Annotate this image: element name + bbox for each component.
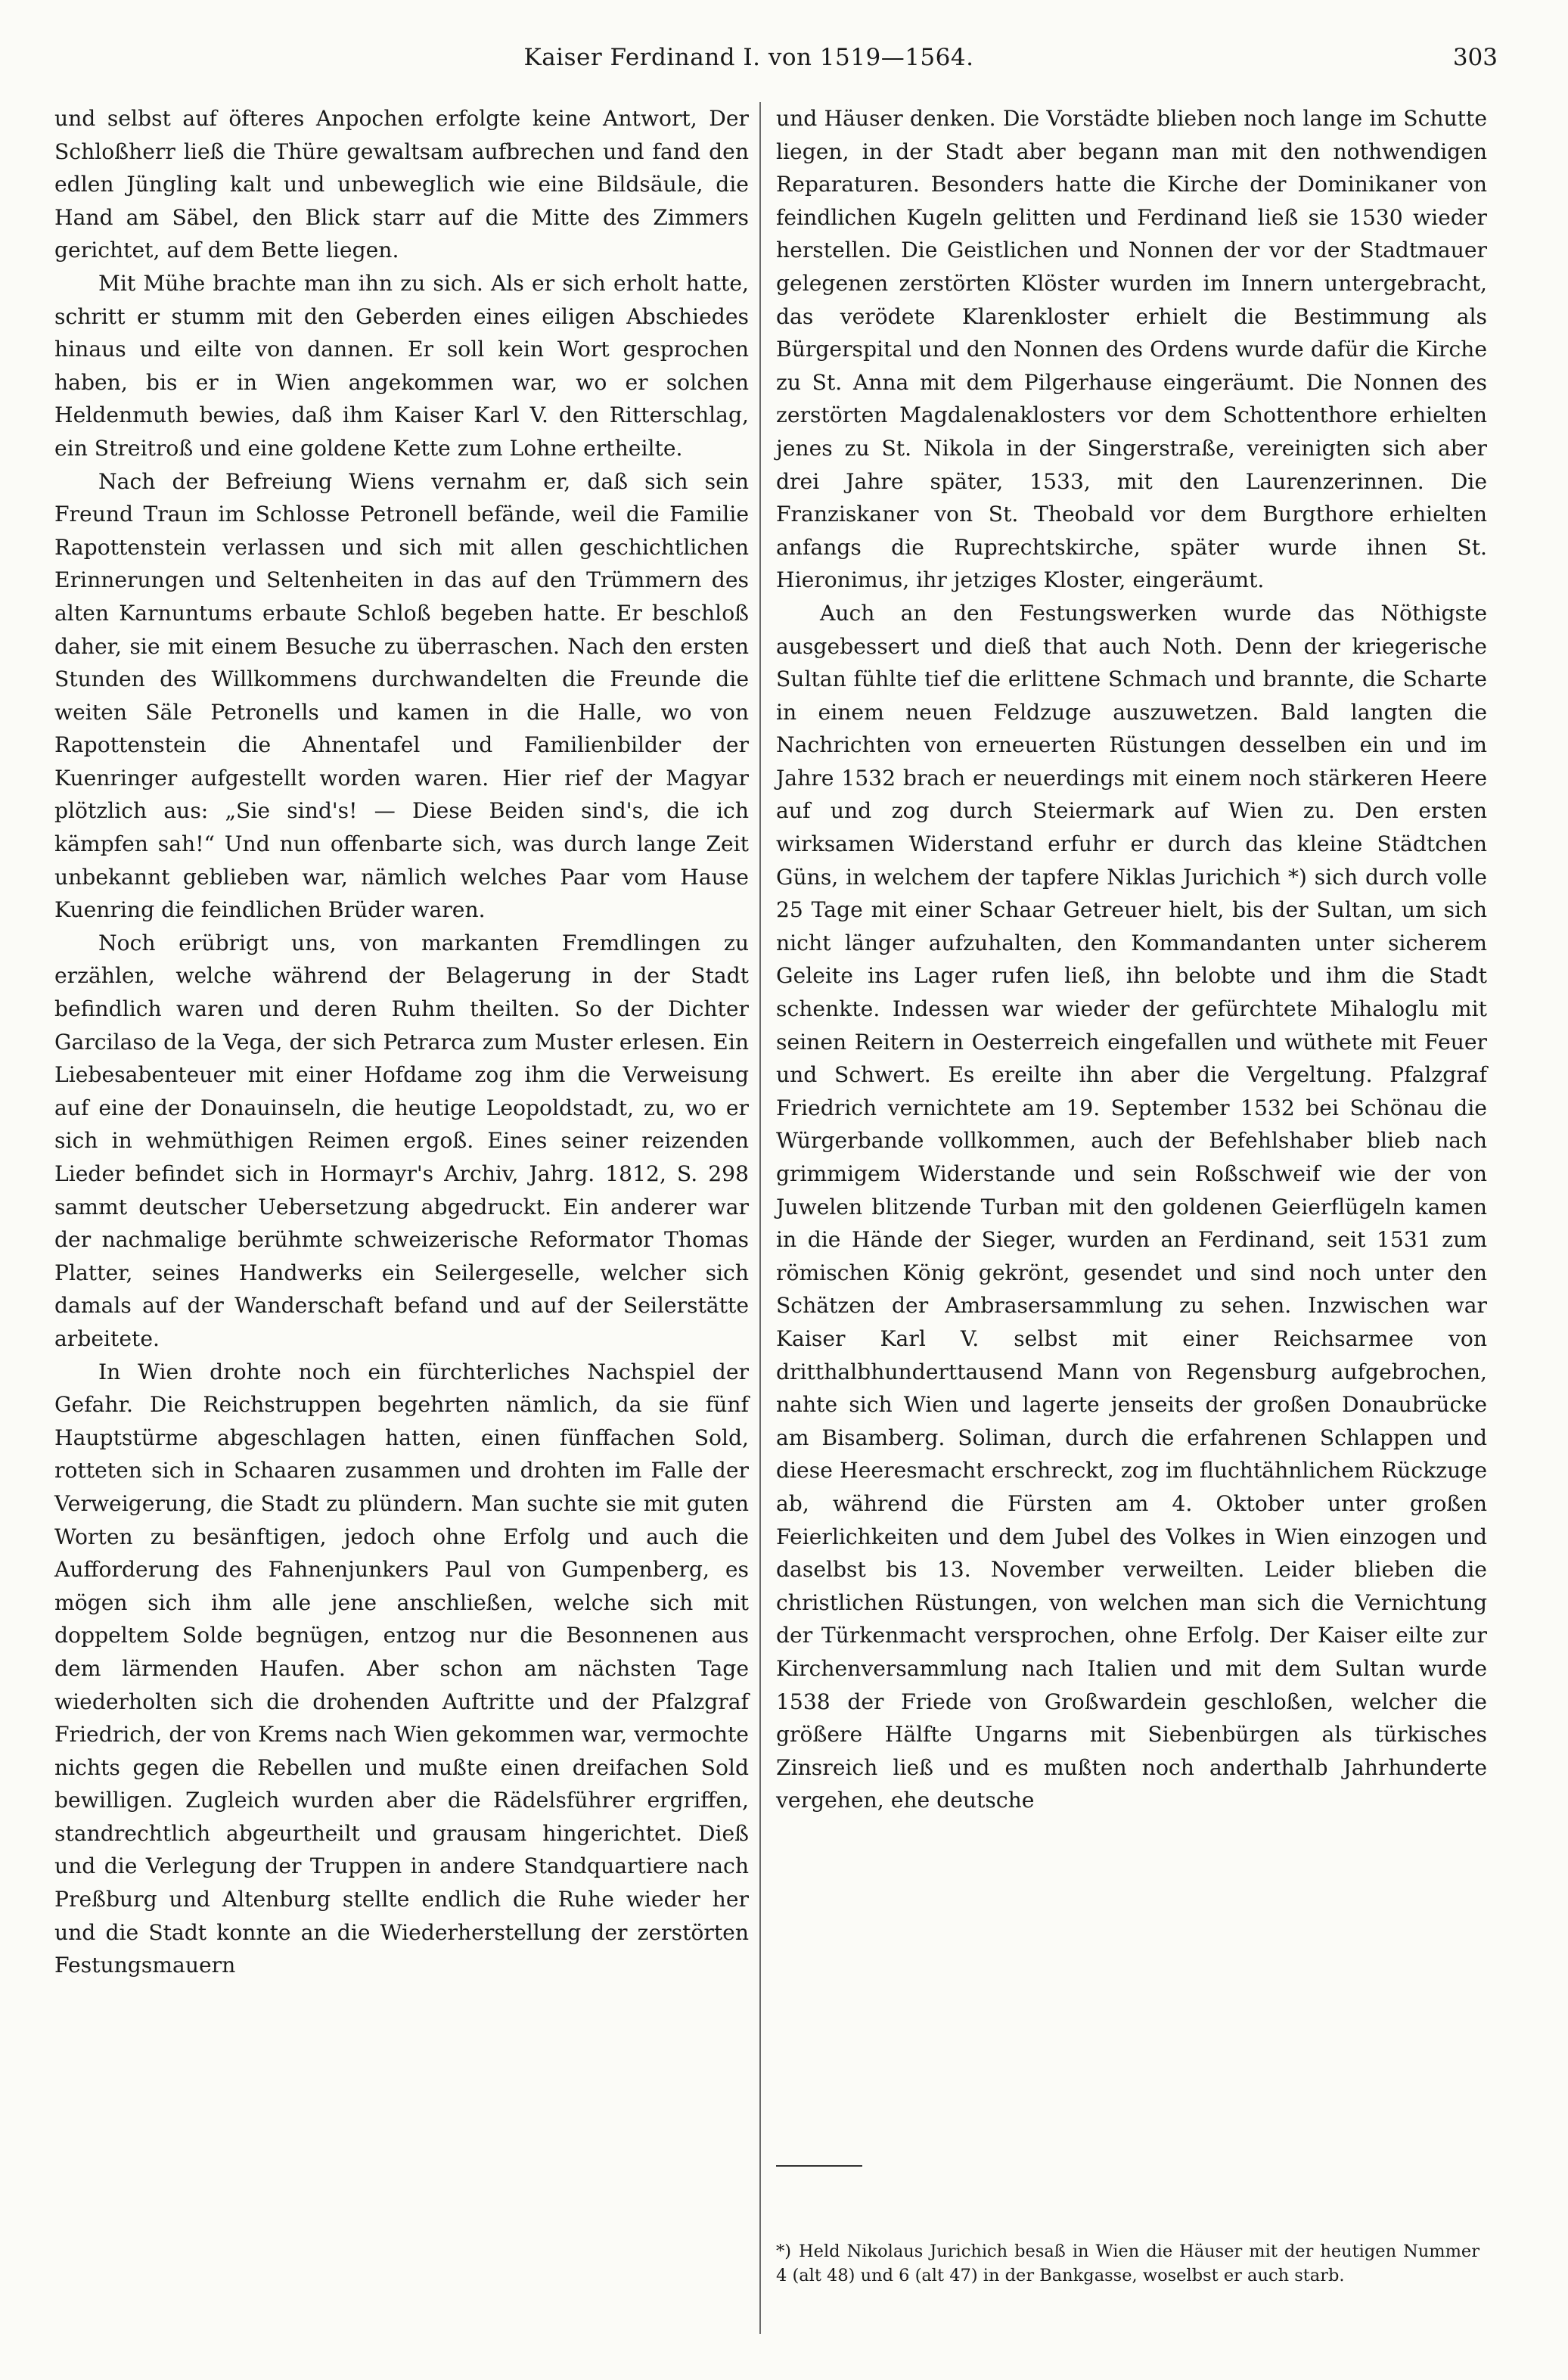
left-paragraph: Noch erübrigt uns, von markanten Fremdlingen zu erzählen, welche während der Belagerung in der Stadt befindlich waren und deren Ruhm theilten. So der Dichter Garcilaso de la Vega, der sich Petrarca zum Muster erlesen. Ein Liebesabenteuer mit einer Hofdame zog ihm die Verweisung auf eine der Donauinseln, die heutige Leopoldstadt, zu, wo er sich in wehmüthigen Reimen ergoß. Eines seiner reizenden Lieder befindet sich in Hormayr's Archiv, Jahrg. 1812, S. 298 sammt deutscher Uebersetzung abgedruckt. Ein anderer war der nachmalige berühmte schweizerische Reformator Thomas Platter, seines Handwerks ein Seilergeselle, welcher sich damals auf der Wanderschaft befand und auf der Seilerstätte arbeitete. [54, 930, 749, 1351]
running-header [45, 44, 1498, 89]
left-paragraph: und selbst auf öfteres Anpochen erfolgte keine Antwort, Der Schloßherr ließ die Thüre gewaltsam aufbrechen und fand den edlen Jüngling kalt und unbeweglich wie eine Bildsäule, die Hand am Säbel, den Blick starr auf die Mitte des Zimmers gerichtet, auf dem Bette liegen. [54, 106, 749, 263]
right-paragraph: und Häuser denken. Die Vorstädte blieben noch lange im Schutte liegen, in der Stadt aber begann man mit den nothwendigen Reparaturen. Besonders hatte die Kirche der Dominikaner von feindlichen Kugeln gelitten und Ferdinand ließ sie 1530 wieder herstellen. Die Geistlichen und Nonnen der vor der Stadtmauer gelegenen zerstörten Klöster wurden im Innern untergebracht, das verödete Klarenkloster erhielt die Bestimmung als Bürgerspital und den Nonnen des Ordens wurde dafür die Kirche zu St. Anna mit dem Pilgerhause eingeräumt. Die Nonnen des zerstörten Magdalenaklosters vor dem Schottenthore erhielten jenes zu St. Nikola in der Singerstraße, vereinigten sich aber drei Jahre später, 1533, mit den Laurenzerinnen. Die Franziskaner von St. Theobald vor dem Burgthore erhielten anfangs die Ruprechtskirche, später wurde ihnen St. Hieronimus, ihr jetziges Kloster, eingeräumt. [776, 106, 1487, 593]
page-number: 303 [1452, 44, 1498, 71]
header-title: Kaiser Ferdinand I. von 1519—1564. [523, 44, 974, 71]
column-divider [759, 102, 761, 2334]
left-paragraph: Mit Mühe brachte man ihn zu sich. Als er sich erholt hatte, schritt er stumm mit den Geberden eines eiligen Abschiedes hinaus und eilte von dannen. Er soll kein Wort gesprochen haben, bis er in Wien angekommen war, wo er solchen Heldenmuth bewies, daß ihm Kaiser Karl V. den Ritterschlag, ein Streitroß und eine goldene Kette zum Lohne ertheilte. [54, 270, 749, 461]
right-paragraph: Auch an den Festungswerken wurde das Nöthigste ausgebessert und dieß that auch Noth. Denn der kriegerische Sultan fühlte tief die erlittene Schmach und brannte, die Scharte in einem neuen Feldzuge auszuwetzen. Bald langten die Nachrichten von erneuerten Rüstungen desselben ein und im Jahre 1532 brach er neuerdings mit einem noch stärkeren Heere auf und zog durch Steiermark auf Wien zu. Den ersten wirksamen Widerstand erfuhr er durch das kleine Städtchen Güns, in welchem der tapfere Niklas Jurichich *) sich durch volle 25 Tage mit einer Schaar Getreuer hielt, bis der Sultan, um sich nicht länger aufzuhalten, den Kommandanten unter sicherem Geleite ins Lager rufen ließ, ihn belobte und ihm die Stadt schenkte. Indessen war wieder der gefürchtete Mihaloglu mit seinen Reitern in Oesterreich eingefallen und wüthete mit Feuer und Schwert. Es ereilte ihn aber die Vergeltung. Pfalzgraf Friedrich vernichtete am 19. September 1532 bei Schönau die Würgerbande vollkommen, auch der Befehlshaber blieb nach grimmigem Widerstande und sein Roßschweif wie der von Juwelen blitzende Turban mit den goldenen Geierflügeln kamen in die Hände der Sieger, wurden an Ferdinand, seit 1531 zum römischen König gekrönt, gesendet und sind noch unter den Schätzen der Ambrasersammlung zu sehen. Inzwischen war Kaiser Karl V. selbst mit einer Reichsarmee von dritthalbhunderttausend Mann von Regensburg aufgebrochen, nahte sich Wien und lagerte jenseits der großen Donaubrücke am Bisamberg. Soliman, durch die erfahrenen Schlappen und diese Heeresmacht erschreckt, zog im fluchtähnlichem Rückzuge ab, während die Fürsten am 4. Oktober unter großen Feierlichkeiten und dem Jubel des Volkes in Wien einzogen und daselbst bis 13. November verweilten. Leider blieben die christlichen Rüstungen, von welchen man sich die Vernichtung der Türkenmacht versprochen, ohne Erfolg. Der Kaiser eilte zur Kirchenversammlung nach Italien und mit dem Sultan wurde 1538 der Friede von Großwardein geschloßen, welcher die größere Hälfte Ungarns mit Siebenbürgen als türkisches Zinsreich ließ und es mußten noch anderthalb Jahrhunderte vergehen, ehe deutsche [776, 600, 1487, 1813]
right-column [776, 102, 1487, 1817]
left-paragraph: In Wien drohte noch ein fürchterliches Nachspiel der Gefahr. Die Reichstruppen begehrten nämlich, da sie fünf Hauptstürme abgeschlagen hatten, einen fünffachen Sold, rotteten sich in Schaaren zusammen und drohten im Falle der Verweigerung, die Stadt zu plündern. Man suchte sie mit guten Worten zu besänftigen, jedoch ohne Erfolg und auch die Aufforderung des Fahnenjunkers Paul von Gumpenberg, es mögen sich ihm alle jene anschließen, welche sich mit doppeltem Solde begnügen, entzog nur die Besonnenen aus dem lärmenden Haufen. Aber schon am nächsten Tage wiederholten sich die drohenden Auftritte und der Pfalzgraf Friedrich, der von Krems nach Wien gekommen war, vermochte nichts gegen die Rebellen und mußte einen dreifachen Sold bewilligen. Zugleich wurden aber die Rädelsführer ergriffen, standrechtlich abgeurtheilt und grausam hingerichtet. Dieß und die Verlegung der Truppen in andere Standquartiere nach Preßburg und Altenburg stellte endlich die Ruhe wieder her und die Stadt konnte an die Wiederherstellung der zerstörten Festungsmauern [54, 1359, 749, 1978]
footnote-mark: *) [776, 2242, 792, 2261]
footnote-text: Held Nikolaus Jurichich besaß in Wien die Häuser mit der heutigen Nummer 4 (alt 48) und 6 (alt 47) in der Bankgasse, woselbst er auch starb. [776, 2242, 1480, 2285]
footnote-divider [776, 2165, 862, 2167]
left-column [54, 102, 749, 1982]
footnote [776, 2239, 1480, 2288]
left-paragraph: Nach der Befreiung Wiens vernahm er, daß sich sein Freund Traun im Schlosse Petronell befände, weil die Familie Rapottenstein verlassen und sich mit allen geschichtlichen Erinnerungen und Seltenheiten in das auf den Trümmern des alten Karnuntums erbaute Schloß begeben hatte. Er beschloß daher, sie mit einem Besuche zu überraschen. Nach den ersten Stunden des Willkommens durchwandelten die Freunde die weiten Säle Petronells und kamen in die Halle, wo von Rapottenstein die Ahnentafel und Familienbilder der Kuenringer aufgestellt worden waren. Hier rief der Magyar plötzlich aus: „Sie sind's! — Diese Beiden sind's, die ich kämpfen sah!“ Und nun offenbarte sich, was durch lange Zeit unbekannt geblieben war, nämlich welches Paar vom Hause Kuenring die feindlichen Brüder waren. [54, 468, 749, 923]
